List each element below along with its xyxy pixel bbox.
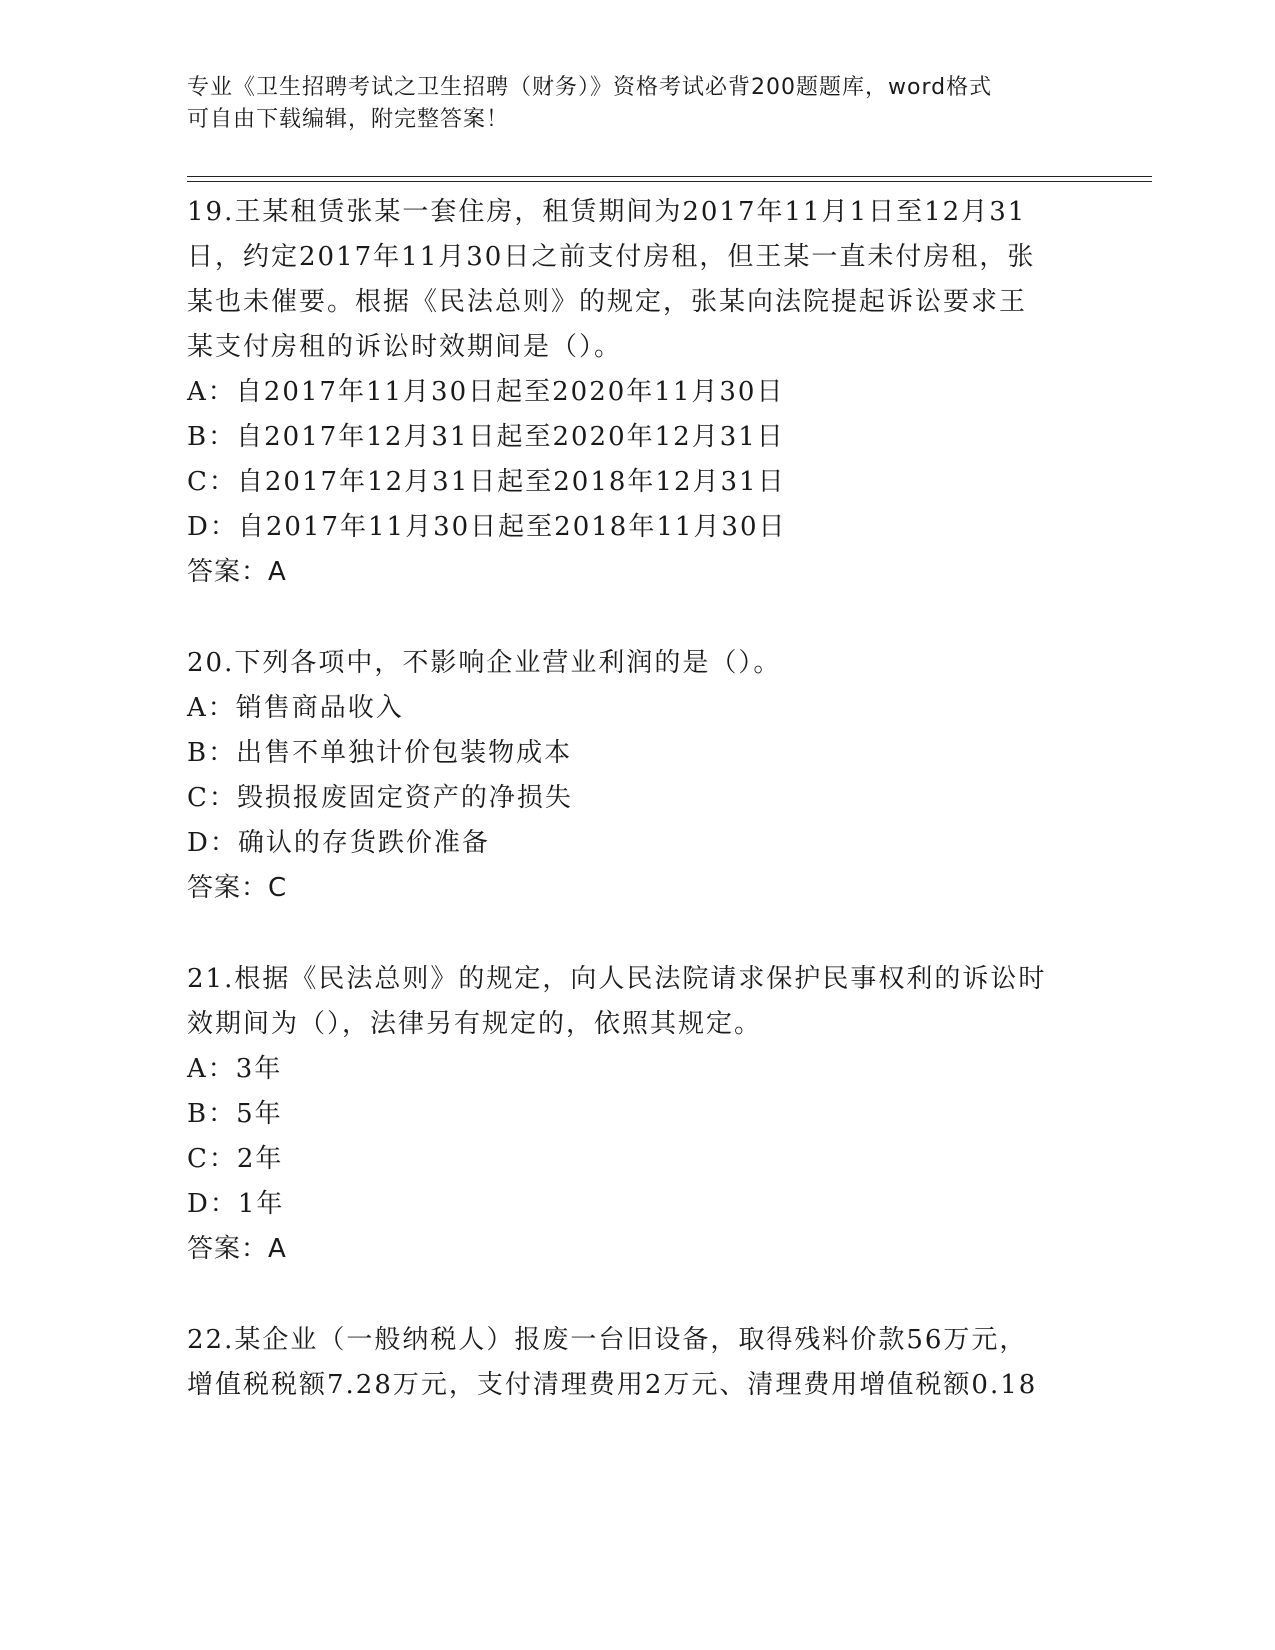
- answer: 答案：A: [187, 1234, 287, 1264]
- option-a: A：销售商品收入: [187, 693, 404, 723]
- option-b: B：自2017年12月31日起至2020年12月31日: [187, 422, 785, 452]
- question-text: 增值税税额7.28万元，支付清理费用2万元、清理费用增值税额0.18: [187, 1370, 1038, 1400]
- question-list: [187, 190, 1087, 1454]
- answer: 答案：A: [187, 557, 287, 587]
- header-line: 专业《卫生招聘考试之卫生招聘（财务）》资格考试必背200题题库，word格式: [187, 75, 993, 100]
- question-19: [187, 190, 1087, 595]
- option-c: C：毁损报废固定资产的净损失: [187, 783, 573, 813]
- question-text: 21.根据《民法总则》的规定，向人民法院请求保护民事权利的诉讼时: [187, 964, 1047, 994]
- option-c: C：2年: [187, 1144, 284, 1174]
- question-text: 19.王某租赁张某一套住房，租赁期间为2017年11月1日至12月31: [187, 197, 1027, 227]
- option-d: D：确认的存货跌价准备: [187, 828, 490, 858]
- option-d: D：1年: [187, 1189, 285, 1219]
- option-a: A：自2017年11月30日起至2020年11月30日: [187, 377, 785, 407]
- option-b: B：5年: [187, 1099, 283, 1129]
- header-divider-bottom: [187, 181, 1152, 182]
- question-text: 20.下列各项中，不影响企业营业利润的是（）。: [187, 648, 782, 678]
- option-b: B：出售不单独计价包装物成本: [187, 738, 573, 768]
- header-divider-top: [187, 176, 1152, 177]
- header-line: 可自由下载编辑，附完整答案！: [187, 107, 510, 132]
- question-text: 日，约定2017年11月30日之前支付房租，但王某一直未付房租，张: [187, 242, 1036, 272]
- question-text: 某也未催要。根据《民法总则》的规定，张某向法院提起诉讼要求王: [187, 287, 1028, 317]
- document-header: [187, 72, 1087, 136]
- question-text: 某支付房租的诉讼时效期间是（）。: [187, 332, 623, 362]
- question-21: [187, 957, 1087, 1272]
- option-d: D：自2017年11月30日起至2018年11月30日: [187, 512, 787, 542]
- question-22: [187, 1318, 1087, 1408]
- answer: 答案：C: [187, 873, 288, 903]
- option-a: A：3年: [187, 1054, 283, 1084]
- option-c: C：自2017年12月31日起至2018年12月31日: [187, 467, 786, 497]
- question-text: 效期间为（），法律另有规定的，依照其规定。: [187, 1009, 763, 1039]
- question-text: 22.某企业（一般纳税人）报废一台旧设备，取得残料价款56万元，: [187, 1325, 1028, 1355]
- question-20: [187, 641, 1087, 911]
